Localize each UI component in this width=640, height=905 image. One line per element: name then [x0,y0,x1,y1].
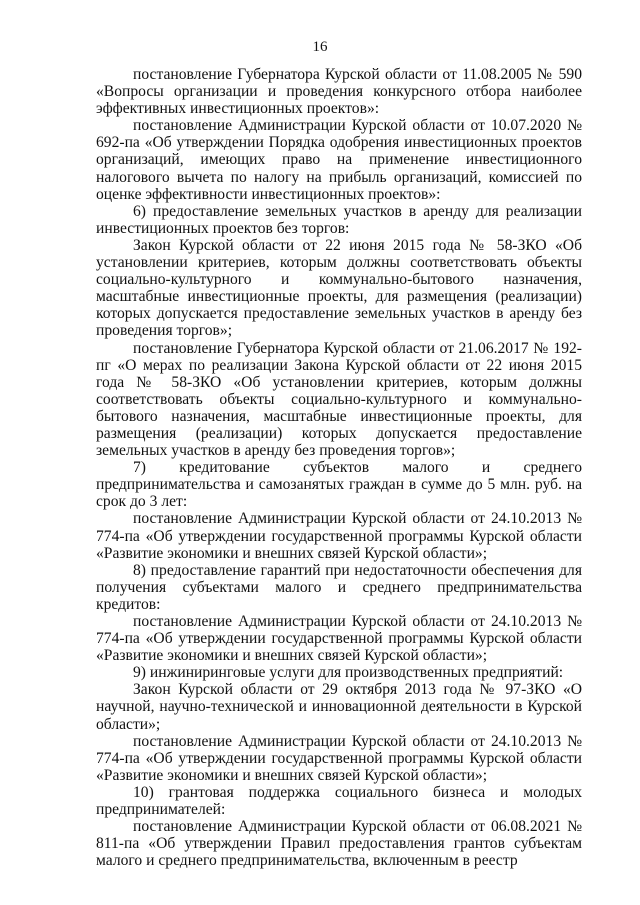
paragraph: постановление Администрации Курской области от 24.10.2013 № 774-па «Об утверждении государственной программы Курской области «Развитие экономики и внешних связей Курской области»; [96,732,582,784]
paragraph: постановление Губернатора Курской области от 11.08.2005 № 590 «Вопросы организации и проведения конкурсного отбора наиболее эффективных инвестиционных проектов»: [96,66,582,118]
paragraph: Закон Курской области от 29 октября 2013 года № 97-ЗКО «О научной, научно-технической и инновационной деятельности в Курской области»; [96,681,582,733]
paragraph: постановление Администрации Курской области от 24.10.2013 № 774-па «Об утверждении государственной программы Курской области «Развитие экономики и внешних связей Курской области»; [96,613,582,665]
paragraph: Закон Курской области от 22 июня 2015 года № 58-ЗКО «Об установлении критериев, которым должны соответствовать объекты социально-культурного и коммунально-бытового назначения, масштабные инвестиционные проекты, для размещения (реализации) которых допускается предоставление земельных участков в аренду без проведения торгов»; [96,236,582,340]
paragraph: 9) инжиниринговые услуги для производственных предприятий: [133,664,564,682]
paragraph: 7) кредитование субъектов малого и среднего предпринимательства и самозанятых граждан в сумме до 5 млн. руб. на срок до 3 лет: [96,459,582,511]
paragraph: 8) предоставление гарантий при недостаточности обеспечения для получения субъектами малого и среднего предпринимательства кредитов: [96,561,582,613]
paragraph: постановление Администрации Курской области от 24.10.2013 № 774-па «Об утверждении государственной программы Курской области «Развитие экономики и внешних связей Курской области»; [96,510,582,562]
paragraph: постановление Администрации Курской области от 06.08.2021 № 811-па «Об утверждении Правил предоставления грантов субъектам малого и среднего предпринимательства, включенным в реестр [96,818,582,870]
paragraph: постановление Администрации Курской области от 10.07.2020 № 692-па «Об утверждении Порядка одобрения инвестиционных проектов организаций, имеющих право на применение инвестиционного налогового вычета по налогу на прибыль организаций, комиссией по оценке эффективности инвестиционных проектов»: [96,117,582,203]
paragraph: 10) грантовая поддержка социального бизнеса и молодых предпринимателей: [96,783,582,819]
paragraph: 6) предоставление земельных участков в аренду для реализации инвестиционных проектов без торгов: [96,202,582,237]
document-body [96,66,582,869]
paragraph: постановление Губернатора Курской области от 21.06.2017 № 192-пг «О мерах по реализации Закона Курской области от 22 июня 2015 года № 58-ЗКО «Об установлении критериев, которым должны соответствовать объекты социально-культурного и коммунально-бытового назначения, масштабные инвестиционные проекты, для размещения (реализации) которых допускается предоставление земельных участков в аренду без проведения торгов»; [96,339,582,460]
page-number: 16 [312,39,328,55]
